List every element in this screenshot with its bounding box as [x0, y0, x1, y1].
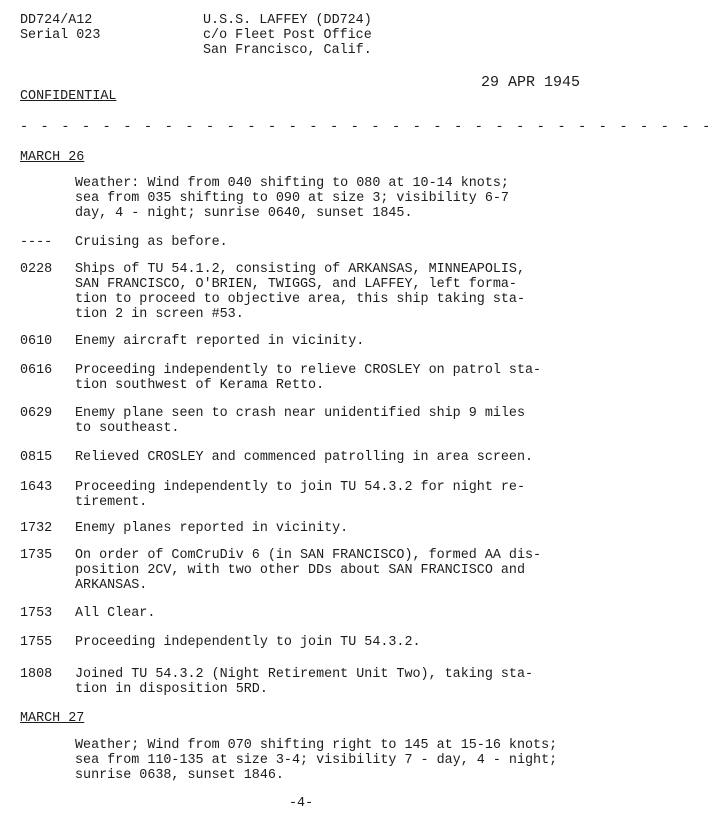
log-text: Relieved CROSLEY and commenced patrolling in area screen.: [75, 450, 534, 465]
log-time: 1732: [20, 521, 53, 536]
log-time: 0616: [20, 363, 53, 378]
address-line-1: c/o Fleet Post Office: [203, 28, 372, 43]
file-reference: DD724/A12: [20, 13, 93, 28]
classification-label: CONFIDENTIAL: [20, 89, 117, 104]
weather-paragraph-march-27: Weather; Wind from 070 shifting right to 145 at 15-16 knots; sea from 110-135 at size 3-4; visibility 7 - day, 4 - night; sunrise 0638, sunset 1846.: [75, 738, 558, 783]
ship-name: U.S.S. LAFFEY (DD724): [203, 13, 372, 28]
log-time: 1643: [20, 480, 53, 495]
section-heading-march-26: MARCH 26: [20, 150, 85, 165]
file-reference-block: [20, 13, 100, 43]
log-time: 0610: [20, 334, 53, 349]
ship-address-block: [203, 13, 372, 58]
log-time: 0815: [20, 450, 53, 465]
log-text: On order of ComCruDiv 6 (in SAN FRANCISCO), formed AA dis- position 2CV, with two other DDs about SAN FRANCISCO and ARKANSAS.: [75, 548, 542, 593]
document-date: 29 APR 1945: [481, 74, 581, 91]
log-time: ----: [20, 235, 53, 250]
section-heading-march-27: MARCH 27: [20, 711, 85, 726]
log-text: Enemy plane seen to crash near unidentified ship 9 miles to southeast.: [75, 406, 525, 436]
log-text: Ships of TU 54.1.2, consisting of ARKANSAS, MINNEAPOLIS, SAN FRANCISCO, O'BRIEN, TWIGGS, and LAFFEY, left forma- tion to proceed to objective area, this ship taking sta- tion 2 in screen #53.: [75, 262, 525, 322]
separator-line: - - - - - - - - - - - - - - - - - - - - - - - - - - - - - - - - - -: [20, 120, 713, 135]
log-text: All Clear.: [75, 606, 156, 621]
log-text: Proceeding independently to join TU 54.3.2 for night re- tirement.: [75, 480, 525, 510]
log-text: Proceeding independently to join TU 54.3.2.: [75, 635, 421, 650]
log-text: Cruising as before.: [75, 235, 228, 250]
log-text: Proceeding independently to relieve CROSLEY on patrol sta- tion southwest of Kerama Retto.: [75, 363, 542, 393]
serial-number: Serial 023: [20, 28, 101, 43]
log-time: 1753: [20, 606, 53, 621]
weather-paragraph-march-26: Weather: Wind from 040 shifting to 080 at 10-14 knots; sea from 035 shifting to 090 at size 3; visibility 6-7 day, 4 - night; sunrise 0640, sunset 1845.: [75, 176, 509, 221]
log-text: Joined TU 54.3.2 (Night Retirement Unit Two), taking sta- tion in disposition 5RD.: [75, 667, 534, 697]
page-number: -4-: [289, 796, 314, 811]
log-time: 1735: [20, 548, 53, 563]
log-time: 1808: [20, 667, 53, 682]
log-text: Enemy aircraft reported in vicinity.: [75, 334, 365, 349]
log-text: Enemy planes reported in vicinity.: [75, 521, 349, 536]
address-line-2: San Francisco, Calif.: [203, 43, 372, 58]
log-time: 1755: [20, 635, 53, 650]
log-time: 0629: [20, 406, 53, 421]
log-time: 0228: [20, 262, 53, 277]
